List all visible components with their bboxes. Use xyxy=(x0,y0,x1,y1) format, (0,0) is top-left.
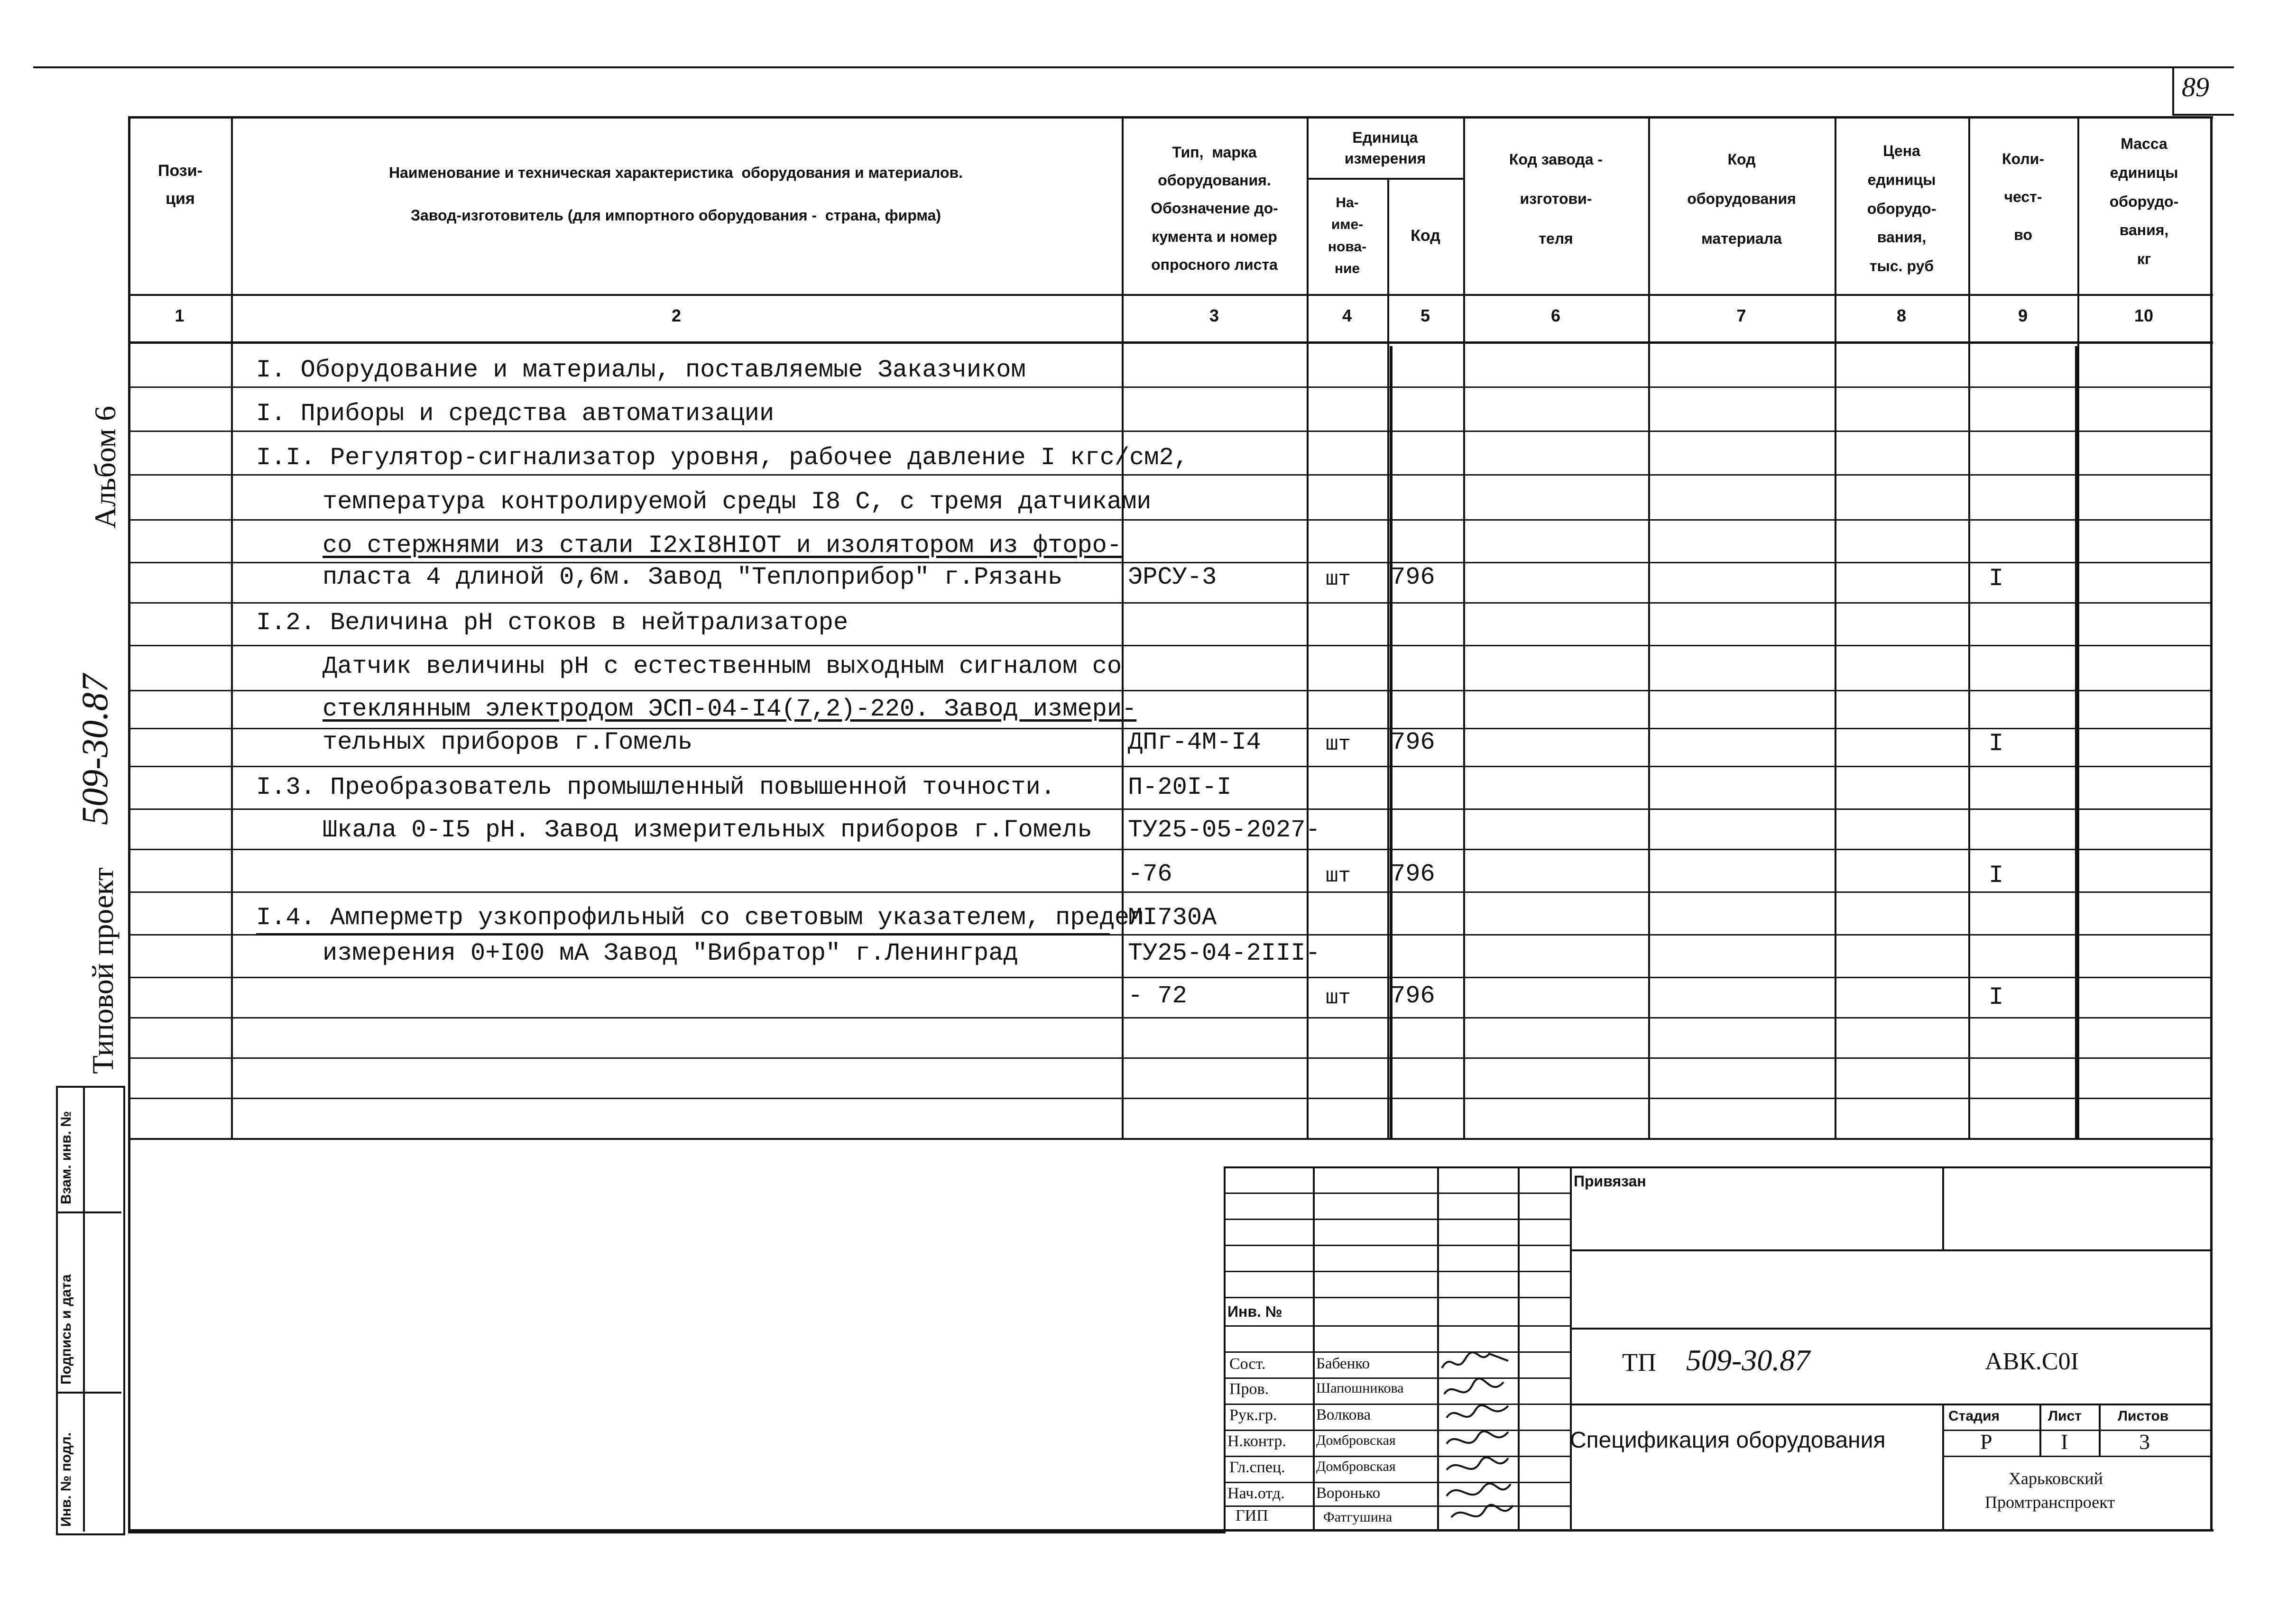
role-7: ГИП xyxy=(1236,1507,1268,1524)
row-1-3-line2: Шкала 0-I5 pH. Завод измерительных приборов г.Гомель xyxy=(323,816,1092,844)
col-num-9: 9 xyxy=(2018,306,2028,325)
project-number-side: 509-30.87 xyxy=(74,674,115,825)
unit-1: шт xyxy=(1326,568,1351,591)
role-3: Рук.гр. xyxy=(1229,1406,1277,1424)
row-1-2-line3: стеклянным электродом ЭСП-04-I4(7,2)-220. Завод измери- xyxy=(323,695,1137,723)
type-tu-2027: ТУ25-05-2027- xyxy=(1128,816,1320,844)
col-num-5: 5 xyxy=(1420,306,1430,325)
col-header-mass: Масса единицы оборудо- вания, кг xyxy=(2109,135,2179,268)
col-num-6: 6 xyxy=(1550,306,1561,325)
row-1-2-line2: Датчик величины pH с естественным выходным сигналом со xyxy=(323,652,1122,680)
top-rule xyxy=(33,66,2234,68)
col-header-quantity: Коли- чест- во xyxy=(2002,150,2044,243)
qty-1: I xyxy=(1989,565,2004,593)
row-1-4-line2: измерения 0+I00 мА Завод "Вибратор" г.Ленинград xyxy=(323,939,1018,967)
page-number-box-left xyxy=(2172,66,2174,114)
code-2: 796 xyxy=(1391,728,1435,756)
type-p201: П-20I-I xyxy=(1128,773,1232,801)
name-3: Волкова xyxy=(1316,1406,1371,1423)
org-line1: Харьковский xyxy=(2009,1469,2103,1488)
col-num-3: 3 xyxy=(1209,306,1219,325)
tp-number: 509-30.87 xyxy=(1686,1343,1810,1377)
sheet-label: Лист xyxy=(2048,1408,2082,1424)
col-header-manufacturer-code: Код завода - изготови- теля xyxy=(1509,151,1603,247)
name-6: Воронько xyxy=(1316,1485,1381,1502)
col-num-8: 8 xyxy=(1896,306,1907,325)
sheet-value: I xyxy=(2061,1430,2068,1454)
type-tu-2111: ТУ25-04-2III- xyxy=(1128,939,1320,967)
type-72: - 72 xyxy=(1128,982,1187,1010)
org-line2: Промтранспроект xyxy=(1985,1493,2115,1512)
inv-no-label: Инв. № xyxy=(1227,1303,1282,1320)
table-bottom xyxy=(128,1138,2213,1140)
doc-code: АВК.С0I xyxy=(1985,1348,2079,1375)
name-4: Домбровская xyxy=(1316,1432,1396,1448)
attached-label: Привязан xyxy=(1574,1173,1646,1190)
stage-value: Р xyxy=(1980,1430,1992,1454)
stage-label: Стадия xyxy=(1948,1408,2000,1424)
code-3: 796 xyxy=(1391,860,1435,888)
role-5: Гл.спец. xyxy=(1229,1459,1285,1476)
row-1-3-line1: I.3. Преобразователь промышленный повышенной точности. xyxy=(256,773,1056,801)
name-5: Домбровская xyxy=(1316,1459,1396,1474)
type-76: -76 xyxy=(1128,860,1172,888)
type-mi730a: MI730A xyxy=(1128,904,1217,932)
col-num-2: 2 xyxy=(671,306,682,325)
page-number: 89 xyxy=(2182,72,2209,102)
row-subsection-title: I. Приборы и средства автоматизации xyxy=(256,400,775,428)
album-label: Альбом 6 xyxy=(88,405,122,529)
code-4: 796 xyxy=(1391,982,1435,1010)
name-2: Шапошникова xyxy=(1316,1380,1404,1396)
sign-date-label: Подпись и дата xyxy=(58,1274,74,1385)
doc-title: Спецификация оборудования xyxy=(1570,1428,1886,1453)
name-7: Фатгушина xyxy=(1323,1509,1393,1525)
col-header-unit-name: На- име- нова- ние xyxy=(1328,194,1367,276)
unit-2: шт xyxy=(1326,733,1351,756)
project-type-label: Типовой проект xyxy=(86,867,120,1074)
qty-4: I xyxy=(1989,983,2004,1011)
row-1-1-line1: I.I. Регулятор-сигнализатор уровня, рабочее давление I кгс/см2, xyxy=(256,444,1189,472)
col-header-price: Цена единицы оборудо- вания, тыс. руб xyxy=(1867,142,1937,275)
qty-3: I xyxy=(1989,862,2004,890)
role-1: Сост. xyxy=(1229,1355,1266,1373)
sheets-label: Листов xyxy=(2118,1408,2169,1424)
row-1-2-line4: тельных приборов г.Гомель xyxy=(323,728,693,756)
col-num-1: 1 xyxy=(175,306,184,325)
inv-orig-label: Инв. № подл. xyxy=(58,1432,74,1527)
name-1: Бабенко xyxy=(1316,1355,1370,1372)
row-1-2-line1: I.2. Величина pH стоков в нейтрализаторе xyxy=(256,609,849,637)
col-header-type: Тип, марка оборудования. Обозначение до- кумента и номер опросного листа xyxy=(1151,144,1278,273)
col-header-unit-group: Единица измерения xyxy=(1344,129,1426,167)
row-1-1-line2: температура контролируемой среды I8 С, с тремя датчиками xyxy=(323,488,1152,516)
role-6: Нач.отд. xyxy=(1227,1485,1285,1502)
col-header-unit-code: Код xyxy=(1411,226,1440,245)
role-4: Н.контр. xyxy=(1227,1432,1286,1450)
row-1-4-underline xyxy=(256,933,1110,935)
col-num-10: 10 xyxy=(2134,306,2154,325)
role-2: Пров. xyxy=(1229,1380,1269,1398)
col-header-position: Пози- ция xyxy=(158,161,203,208)
tp-label: ТП xyxy=(1622,1348,1656,1376)
col-header-name: Наименование и техническая характеристика оборудования и материалов. Завод-изготовитель (для импортного оборудования - страна, фирма) xyxy=(388,164,963,224)
row-1-4-line1: I.4. Амперметр узкопрофильный со световым указателем, предел xyxy=(256,904,1144,932)
col-num-7: 7 xyxy=(1736,306,1746,325)
type-dpg: ДПг-4М-I4 xyxy=(1128,728,1261,756)
col-num-4: 4 xyxy=(1342,306,1352,325)
page-number-box-bottom xyxy=(2172,114,2234,116)
row-1-1-line4: пласта 4 длиной 0,6м. Завод "Теплоприбор" г.Рязань xyxy=(323,563,1063,591)
row-1-1-line3: со стержнями из стали I2xI8HIOT и изолятором из фторо- xyxy=(323,532,1122,560)
code-1: 796 xyxy=(1391,563,1435,591)
row-section-title: I. Оборудование и материалы, поставляемые Заказчиком xyxy=(256,356,1026,384)
sheets-value: 3 xyxy=(2139,1430,2150,1454)
signatures xyxy=(1437,1347,1520,1532)
type-ersu: ЭРСУ-3 xyxy=(1128,563,1217,591)
unit-3: шт xyxy=(1326,864,1351,888)
unit-4: шт xyxy=(1326,986,1351,1010)
qty-2: I xyxy=(1989,730,2004,758)
col-header-material-code: Код оборудования материала xyxy=(1687,151,1796,247)
inv-replace-label: Взам. инв. № xyxy=(58,1111,74,1204)
